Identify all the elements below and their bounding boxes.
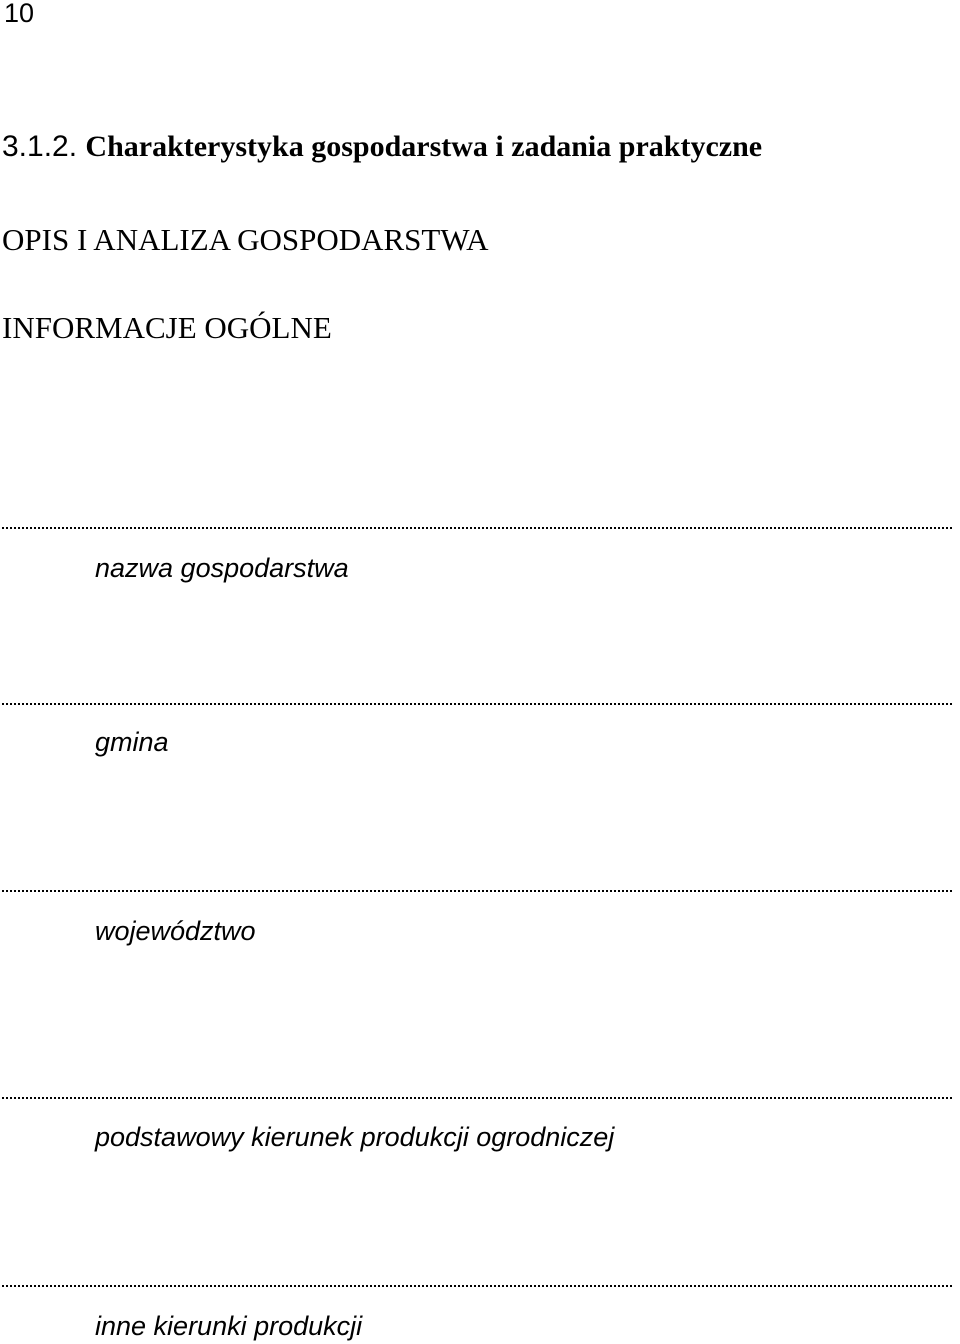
- subheading: INFORMACJE OGÓLNE: [2, 310, 332, 345]
- municipality-label: gmina: [95, 727, 169, 757]
- municipality-entry-line[interactable]: [2, 703, 952, 705]
- other-production-label: inne kierunki produkcji: [95, 1311, 363, 1341]
- farm-name-label: nazwa gospodarstwa: [95, 553, 349, 583]
- voivodeship-label: województwo: [95, 916, 256, 946]
- section-heading: [2, 130, 762, 164]
- section-number: 3.1.2.: [2, 130, 78, 163]
- other-production-entry-line[interactable]: [2, 1285, 952, 1287]
- page-number: 10: [4, 0, 35, 28]
- main-heading: OPIS I ANALIZA GOSPODARSTWA: [2, 222, 489, 257]
- section-title: Charakterystyka gospodarstwa i zadania praktyczne: [85, 130, 763, 163]
- main-production-label: podstawowy kierunek produkcji ogrodniczej: [95, 1122, 615, 1152]
- farm-name-entry-line[interactable]: [2, 527, 952, 529]
- main-production-entry-line[interactable]: [2, 1097, 952, 1099]
- voivodeship-entry-line[interactable]: [2, 890, 952, 892]
